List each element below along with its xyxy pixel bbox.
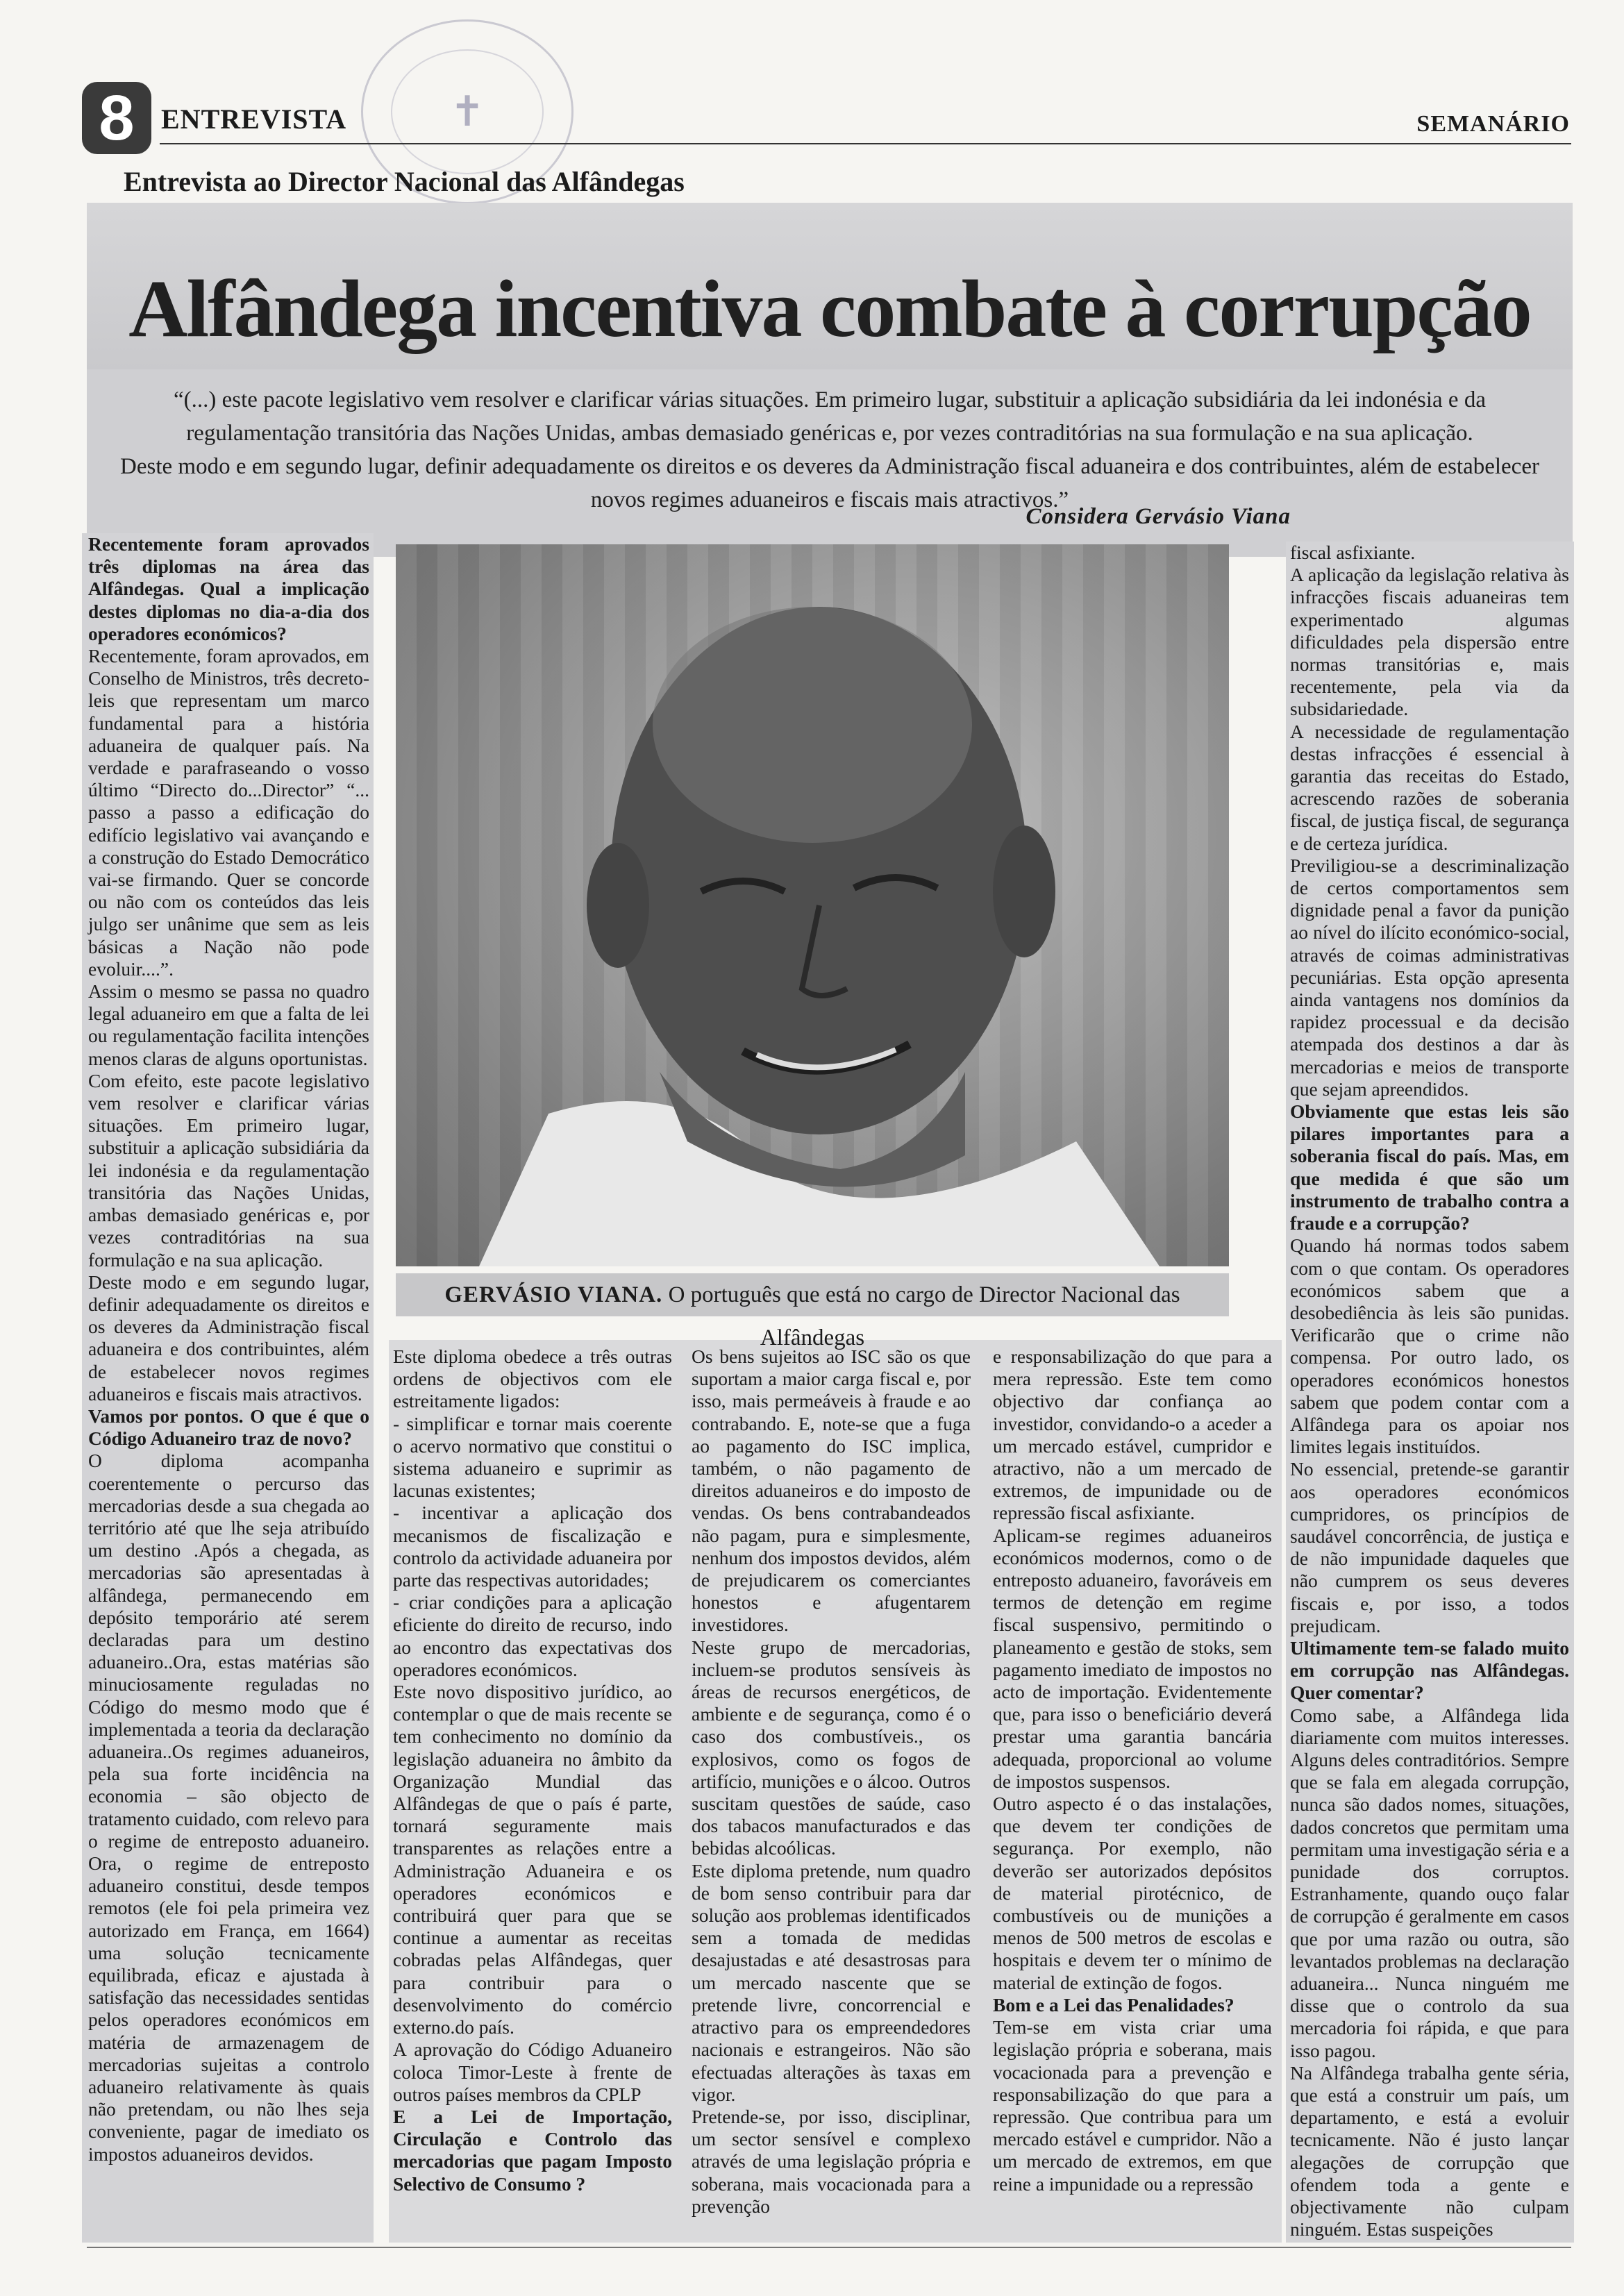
answer-paragraph: - incentivar a aplicação dos mecanismos de fiscalização e controlo da actividade aduaneira por parte das respectivas autoridades; <box>393 1502 672 1591</box>
header-rule <box>160 143 1571 144</box>
answer-paragraph: Deste modo e em segundo lugar, definir adequadamente os direitos e os deveres da Administração fiscal aduaneira e dos contribuintes, além de estabelecer novos regimes aduaneiros e fiscais mais atractivos. <box>88 1271 369 1405</box>
answer-paragraph: Pretende-se, por isso, disciplinar, um sector sensível e complexo através de uma legislação própria e soberana, mais vocacionada para a prevenção <box>692 2105 971 2217</box>
answer-paragraph: Na Alfândega trabalha gente séria, que está a construir um país, um departamento, e está a evoluir tecnicamente. Não é justo lançar alegações de corrupção que ofendem toda a gente e objectivamente não culpam ninguém. Estas suspeições <box>1290 2061 1569 2240</box>
answer-paragraph: Quando há normas todos sabem com o que contam. Os operadores económicos sabem que a desobediência às leis são punidas. Verificarão que o crime não compensa. Por outro lado, os operadores económicos honestos sabem que podem contar com a Alfândega para os apoiar nos limites legais instituídos. <box>1290 1234 1569 1458</box>
answer-paragraph: A aplicação da legislação relativa às infracções fiscais aduaneiras tem experimentado algumas dificuldades pela dispersão entre normas transitórias e, mais recentemente, pela via da subsidariedade. <box>1290 564 1569 720</box>
answer-paragraph: Este diploma pretende, num quadro de bom senso contribuir para dar solução aos problemas identificados sem a tomada de medidas desajustadas e até desastrosas para um mercado nascente que se pretende livre, concorrencial e atractivo para os empreendedores nacionais e estrangeiros. Não são efectuadas alterações às taxas em vigor. <box>692 1859 971 2105</box>
intro-quote <box>104 383 1555 517</box>
column-5 <box>1290 542 1569 2240</box>
answer-paragraph: Este diploma obedece a três outras ordens de objectivos com ele estreitamente ligados: <box>393 1346 672 1412</box>
answer-paragraph: Assim o mesmo se passa no quadro legal aduaneiro em que a falta de lei ou regulamentação facilita intenções menos claras de alguns oportunistas. <box>88 980 369 1069</box>
answer-paragraph: No essencial, pretende-se garantir aos operadores económicos cumpridores, os princípios de saudável concorrência, de justiça e de não impunidade daqueles que não cumprem os seus deveres fiscais e, por isso, a todos prejudicam. <box>1290 1458 1569 1636</box>
question-paragraph: E a Lei de Importação, Circulação e Controlo das mercadorias que pagam Imposto Selectivo de Consumo ? <box>393 2105 672 2195</box>
right-ear <box>993 826 1055 957</box>
answer-paragraph: fiscal asfixiante. <box>1290 542 1416 563</box>
photo-caption <box>396 1273 1229 1350</box>
column-3 <box>692 1346 971 2241</box>
answer-paragraph: Como sabe, a Alfândega lida diariamente com muitos interesses. Alguns deles contraditórios. Sempre que se fala em alegada corrupção, nunca são dados nomes, situações, dados concretos que permitam uma permitam uma investigação séria e a punidade dos corruptos. Estranhamente, quando ouço falar de corrupção é geralmente em casos que por uma razão ou outra, são levantados problemas na declaração aduaneira... Nunca ninguém me disse que o controlo da sua mercadoria foi rápida, e que para isso pagou. <box>1290 1704 1569 2061</box>
question-paragraph: Ultimamente tem-se falado muito em corrupção nas Alfândegas. Quer comentar? <box>1290 1636 1569 1704</box>
answer-paragraph: Outro aspecto é o das instalações, que devem ter condições de segurança. Por exemplo, não deverão ser autorizados depósitos de material pirotécnico, de combustíveis ou de munições a menos de 500 metros de escolas e hospitais e devem ter o mínimo de material de extinção de fogos. <box>993 1793 1272 1993</box>
column-2 <box>393 1346 672 2241</box>
answer-paragraph: - simplificar e tornar mais coerente o acervo normativo que constitui o sistema aduaneiro e suprimir as lacunas existentes; <box>393 1412 672 1502</box>
answer-paragraph: Aplicam-se regimes aduaneiros económicos modernos, como o de entreposto aduaneiro, favoráveis em termos de detenção em regime fiscal suspensivo, permitindo o planeamento e gestão de stoks, sem pagamento imediato de impostos no acto de importação. Evidentemente que, para isso o beneficiário deverá prestar uma garantia bancária adequada, proporcional ao volume de impostos suspensos. <box>993 1524 1272 1792</box>
answer-paragraph: - criar condições para a aplicação eficiente do direito de recurso, indo ao encontro das expectativas dos operadores económicos. <box>393 1591 672 1680</box>
page-number: 8 <box>82 82 151 154</box>
caption-name: GERVÁSIO VIANA. <box>444 1282 663 1307</box>
question-paragraph: Bom e a Lei das Penalidades? <box>993 1993 1234 2016</box>
answer-paragraph: Previligiou-se a descriminalização de certos comportamentos sem dignidade penal a favor da punição ao nível do ilícito económico-social, através de coimas administrativas pecuniárias. Esta opção apresenta ainda vantagens nos domínios da rapidez processual e da decisão atempada dos destinos a dar às mercadorias e meios de transporte que sejam apreendidos. <box>1290 854 1569 1100</box>
answer-paragraph: Os bens sujeitos ao ISC são os que suportam a maior carga fiscal e, por isso, mais permeáveis à fraude e ao contrabando. E, note-se que a fuga ao pagamento do ISC implica, também, o não pagamento de direitos aduaneiros e do imposto de vendas. Os bens contrabandeados não pagam, pura e simplesmente, nenhum dos impostos devidos, além de prejudicarem os comerciantes honestos e afugentarem investidores. <box>692 1346 971 1636</box>
headline: Alfândega incentiva combate à corrupção <box>128 263 1531 354</box>
byline: Considera Gervásio Viana <box>1026 504 1291 529</box>
question-paragraph: Vamos por pontos. O que é que o Código Aduaneiro traz de novo? <box>88 1405 369 1450</box>
kicker: Entrevista ao Director Nacional das Alfândegas <box>124 166 685 197</box>
caption-text: O português que está no cargo de Director Nacional das Alfândegas <box>662 1282 1180 1350</box>
column-1 <box>88 533 369 2227</box>
intro-line-2: Deste modo e em segundo lugar, definir adequadamente os direitos e os deveres da Administração fiscal aduaneira e dos contribuintes, além de estabelecer novos regimes aduaneiros e fiscais mais atractivos.” <box>120 454 1539 512</box>
portrait-photo <box>396 544 1229 1266</box>
publication-name: SEMANÁRIO <box>1416 111 1570 137</box>
section-label: ENTREVISTA <box>161 103 347 135</box>
answer-paragraph: Com efeito, este pacote legislativo vem resolver e clarificar várias situações. Em primeiro lugar, substituir a aplicação subsidiária da lei indonésia e da regulamentação transitória das Nações Unidas, ambas demasiado genéricas e, por vezes contraditórias na sua formulação e na sua aplicação. <box>88 1069 369 1271</box>
answer-paragraph: Tem-se em vista criar uma legislação própria e soberana, mais vocacionada para a prevenção e responsabilização do que para a repressão. Que contribua para um mercado estável e cumpridor. Não a um mercado de extremos, em que reine a impunidade ou a repressão <box>993 2016 1272 2195</box>
answer-paragraph: A aprovação do Código Aduaneiro coloca Timor-Leste à frente de outros países membros da CPLP <box>393 2038 672 2105</box>
answer-paragraph: A necessidade de regulamentação destas infracções é essencial à garantia das receitas do Estado, acrescendo razões de soberania fiscal, de justiça fiscal, de segurança e de certeza jurídica. <box>1290 720 1569 854</box>
footer-rule <box>87 2247 1571 2248</box>
head-highlight <box>653 607 972 843</box>
answer-paragraph: Este novo dispositivo jurídico, ao contemplar o que de mais recente se tem conhecimento no domínio da legislação aduaneira no âmbito da Organização Mundial das Alfândegas de que o país é parte, tornará seguramente mais transparentes as relações entre a Administração Aduaneira e os operadores económicos e contribuirá quer para que se continue a aumentar as receitas cobradas pelas Alfândegas, quer para contribuir para o desenvolvimento do comércio externo.do país. <box>393 1681 672 2038</box>
answer-paragraph: e responsabilização do que para a mera repressão. Este tem como objectivo dar confiança ao investidor, convidando-o a aceder a um mercado estável, cumpridor e atractivo, não a um mercado de extremos, de impunidade ou de repressão fiscal asfixiante. <box>993 1346 1272 1524</box>
portrait-illustration <box>396 544 1229 1266</box>
answer-paragraph: Neste grupo de mercadorias, incluem-se produtos sensíveis às áreas de recursos energéticos, de ambiente e de segurança, como é o caso dos combustíveis., os explosivos, como os fogos de artifício, munições e o álcoo. Outros suscitam questões de saúde, caso dos tabacos manufacturados e das bebidas alcoólicas. <box>692 1636 971 1859</box>
left-ear <box>587 843 649 968</box>
answer-paragraph: Recentemente, foram aprovados, em Conselho de Ministros, três decreto-leis que representam um marco fundamental para a história aduaneira de qualquer país. Na verdade e parafraseando o vosso último “Directo do...Director” “... passo a passo a edificação do edifício legislativo vai avançando e a construção do Estado Democrático vai-se firmando. Quer se concorde ou não com os conteúdos das leis julgo ser unânime que sem as leis básicas a Nação não pode evoluir....”. <box>88 645 369 980</box>
question-paragraph: Recentemente foram aprovados três diplomas na área das Alfândegas. Qual a implicação destes diplomas no dia-a-dia dos operadores económicos? <box>88 533 369 644</box>
stamp-cross-icon: ✝ <box>391 49 544 174</box>
intro-line-1: “(...) este pacote legislativo vem resolver e clarificar várias situações. Em primeiro lugar, substituir a aplicação subsidiária da lei indonésia e da regulamentação transitória das Nações Unidas, ambas demasiado genéricas e, por vezes contraditórias na sua formulação e na sua aplicação. <box>174 387 1486 446</box>
column-4 <box>993 1346 1272 2241</box>
question-paragraph: Obviamente que estas leis são pilares importantes para a soberania fiscal do país. Mas, em que medida é que são um instrumento de trabalho contra a fraude e a corrupção? <box>1290 1100 1569 1234</box>
answer-paragraph: O diploma acompanha coerentemente o percurso das mercadorias desde a sua chegada ao território até que lhe seja atribuído um destino .Após a chegada, as mercadorias são apresentadas à alfândega, permanecendo em depósito temporário até serem declaradas para um destino aduaneiro..Ora, estas matérias são minuciosamente reguladas no Código do mesmo modo que é implementada a teoria da declaração aduaneira..Os regimes aduaneiros, pela sua forte incidência na economia – são objecto de tratamento cuidado, com relevo para o regime de entreposto aduaneiro. Ora, o regime de entreposto aduaneiro constitui, desde tempos remotos (ele foi pela primeira vez autorizado em França, em 1664) uma solução tecnicamente equilibrada, eficaz e ajustada à satisfação das necessidades sentidas pelos operadores económicos em matéria de armazenagem de mercadorias sujeitas a controlo aduaneiro relativamente às quais não pretendam, ou não lhes seja conveniente, pagar de imediato os impostos aduaneiros devidos. <box>88 1450 369 2165</box>
